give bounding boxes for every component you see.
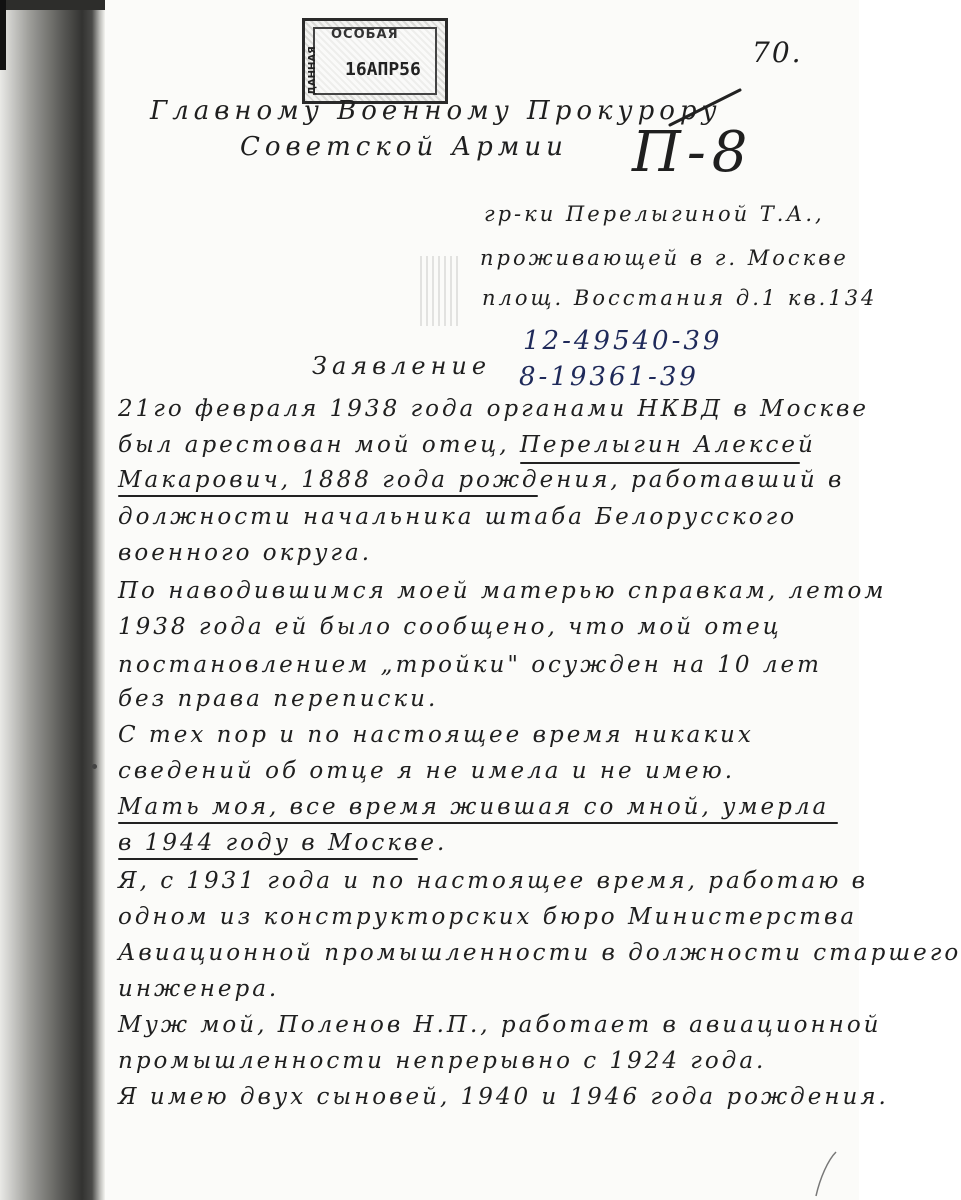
faint-stamp-mark — [420, 256, 460, 326]
body-line-20: Я имею двух сыновей, 1940 и 1946 года рождения. — [118, 1084, 889, 1110]
folio-number: 70. — [752, 36, 803, 69]
body-line-6: По наводившимся моей матерью справкам, летом — [118, 578, 887, 604]
registration-number-2: 8-19361-39 — [519, 362, 699, 392]
body-line-5: военного округа. — [118, 540, 373, 566]
body-line-8: постановлением „тройки" осужден на 10 лет — [118, 652, 822, 678]
addressee-line-1: Главному Военному Прокурору — [150, 96, 722, 126]
body-line-18: Муж мой, Поленов Н.П., работает в авиационной — [118, 1012, 882, 1038]
sender-line-1: гр-ки Перелыгиной Т.А., — [484, 202, 825, 226]
body-line-2: был арестован мой отец, Перелыгин Алексей — [118, 432, 816, 458]
underline-birth-date — [118, 495, 538, 497]
body-line-15: одном из конструкторских бюро Министерства — [118, 904, 858, 930]
binding-shadow — [0, 0, 105, 1200]
body-line-11: сведений об отце я не имела и не имею. — [118, 758, 736, 784]
underline-name — [520, 462, 800, 464]
body-line-9: без права переписки. — [118, 686, 439, 712]
body-line-16: Авиационной промышленности в должности старшего — [118, 940, 961, 966]
sender-line-3: площ. Восстания д.1 кв.134 — [482, 286, 878, 310]
binding-top-edge — [0, 0, 105, 10]
underline-mother-line — [118, 822, 838, 824]
body-line-4: должности начальника штаба Белорусского — [118, 504, 798, 530]
body-line-12: Мать моя, все время жившая со мной, умерла — [118, 794, 830, 820]
archive-stamp-date: 16АПР56 — [345, 59, 421, 80]
addressee-line-2: Советской Армии — [240, 132, 568, 162]
margin-mark — [92, 764, 97, 769]
body-line-14: Я, с 1931 года и по настоящее время, работаю в — [118, 868, 869, 894]
case-mark: П-8 — [632, 120, 754, 185]
sender-line-2: проживающей в г. Москве — [480, 246, 849, 270]
archive-stamp — [302, 18, 448, 104]
document-title: Заявление — [312, 352, 492, 380]
body-line-13: в 1944 году в Москве. — [118, 830, 448, 856]
corner-mark-icon — [806, 1148, 846, 1198]
archive-stamp-side-text: ДАННАЯ — [307, 46, 318, 95]
body-line-17: инженера. — [118, 976, 280, 1002]
body-line-19: промышленности непрерывно с 1924 года. — [118, 1048, 767, 1074]
body-line-10: С тех пор и по настоящее время никаких — [118, 722, 754, 748]
body-line-7: 1938 года ей было сообщено, что мой отец — [118, 614, 782, 640]
archive-stamp-label: ОСОБАЯ — [331, 27, 399, 42]
registration-number-1: 12-49540-39 — [523, 326, 723, 356]
binding-corner — [0, 0, 6, 70]
underline-mother-line-2 — [118, 858, 418, 860]
body-line-1: 21го февраля 1938 года органами НКВД в Москве — [118, 396, 870, 422]
body-line-3: Макарович, 1888 года рождения, работавший в — [118, 467, 845, 493]
